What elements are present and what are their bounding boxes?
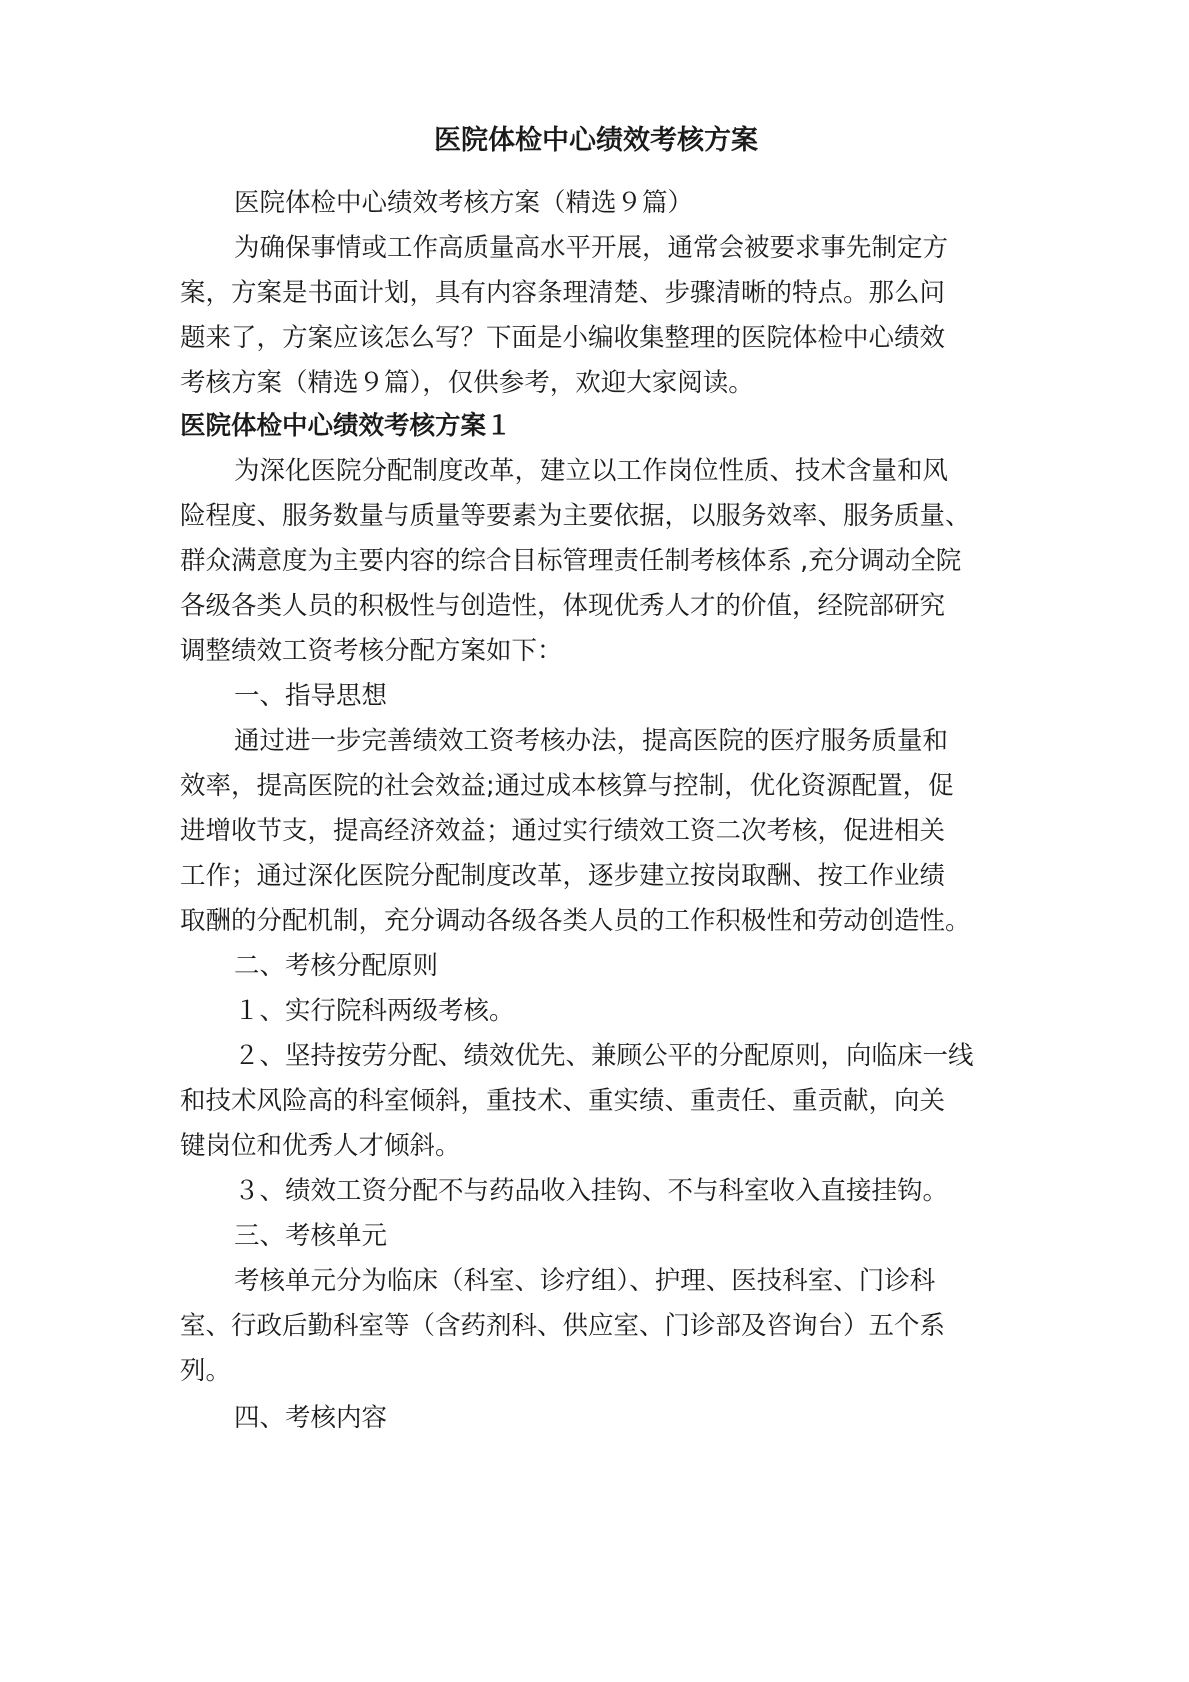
paragraph-line: 工作；通过深化医院分配制度改革，逐步建立按岗取酬、按工作业绩 [180, 861, 946, 891]
paragraph-line: 险程度、服务数量与质量等要素为主要依据，以服务效率、服务质量、 [180, 501, 971, 531]
intro-line: 考核方案（精选９篇），仅供参考，欢迎大家阅读。 [180, 368, 754, 398]
paragraph-line: 通过进一步完善绩效工资考核办法，提高医院的医疗服务质量和 [234, 726, 949, 756]
paragraph-line: 效率，提高医院的社会效益;通过成本核算与控制，优化资源配置，促 [180, 771, 954, 801]
paragraph-line: 列。 [180, 1356, 232, 1386]
principle-item: 和技术风险高的科室倾斜，重技术、重实绩、重责任、重贡献，向关 [180, 1086, 946, 1116]
paragraph-line: 进增收节支，提高经济效益；通过实行绩效工资二次考核，促进相关 [180, 816, 946, 846]
principle-item: ３、绩效工资分配不与药品收入挂钩、不与科室收入直接挂钩。 [234, 1176, 949, 1206]
subtitle: 医院体检中心绩效考核方案（精选９篇） [234, 188, 694, 218]
paragraph-line: 取酬的分配机制，充分调动各级各类人员的工作积极性和劳动创造性。 [180, 906, 971, 936]
document-title: 医院体检中心绩效考核方案 [434, 125, 758, 156]
principle-item: ２、坚持按劳分配、绩效优先、兼顾公平的分配原则，向临床一线 [234, 1041, 974, 1071]
paragraph-line: 群众满意度为主要内容的综合目标管理责任制考核体系 ,充分调动全院 [180, 546, 962, 576]
section-heading: 医院体检中心绩效考核方案１ [180, 411, 512, 441]
principle-item: 键岗位和优秀人才倾斜。 [180, 1131, 461, 1161]
paragraph-line: 调整绩效工资考核分配方案如下： [180, 636, 563, 666]
paragraph-line: 各级各类人员的积极性与创造性，体现优秀人才的价值，经院部研究 [180, 591, 946, 621]
paragraph-line: 考核单元分为临床（科室、诊疗组）、护理、医技科室、门诊科 [234, 1266, 936, 1296]
subheading-principles: 二、考核分配原则 [234, 951, 439, 981]
intro-line: 案，方案是书面计划，具有内容条理清楚、步骤清晰的特点。那么问 [180, 278, 946, 308]
paragraph-line: 室、行政后勤科室等（含药剂科、供应室、门诊部及咨询台）五个系 [180, 1311, 946, 1341]
paragraph-line: 为深化医院分配制度改革，建立以工作岗位性质、技术含量和风 [234, 456, 949, 486]
subheading-guiding: 一、指导思想 [234, 681, 388, 711]
intro-line: 为确保事情或工作高质量高水平开展，通常会被要求事先制定方 [234, 233, 949, 263]
subheading-units: 三、考核单元 [234, 1221, 388, 1251]
subheading-content: 四、考核内容 [234, 1403, 388, 1433]
intro-line: 题来了，方案应该怎么写？下面是小编收集整理的医院体检中心绩效 [180, 323, 946, 353]
principle-item: １、实行院科两级考核。 [234, 996, 515, 1026]
